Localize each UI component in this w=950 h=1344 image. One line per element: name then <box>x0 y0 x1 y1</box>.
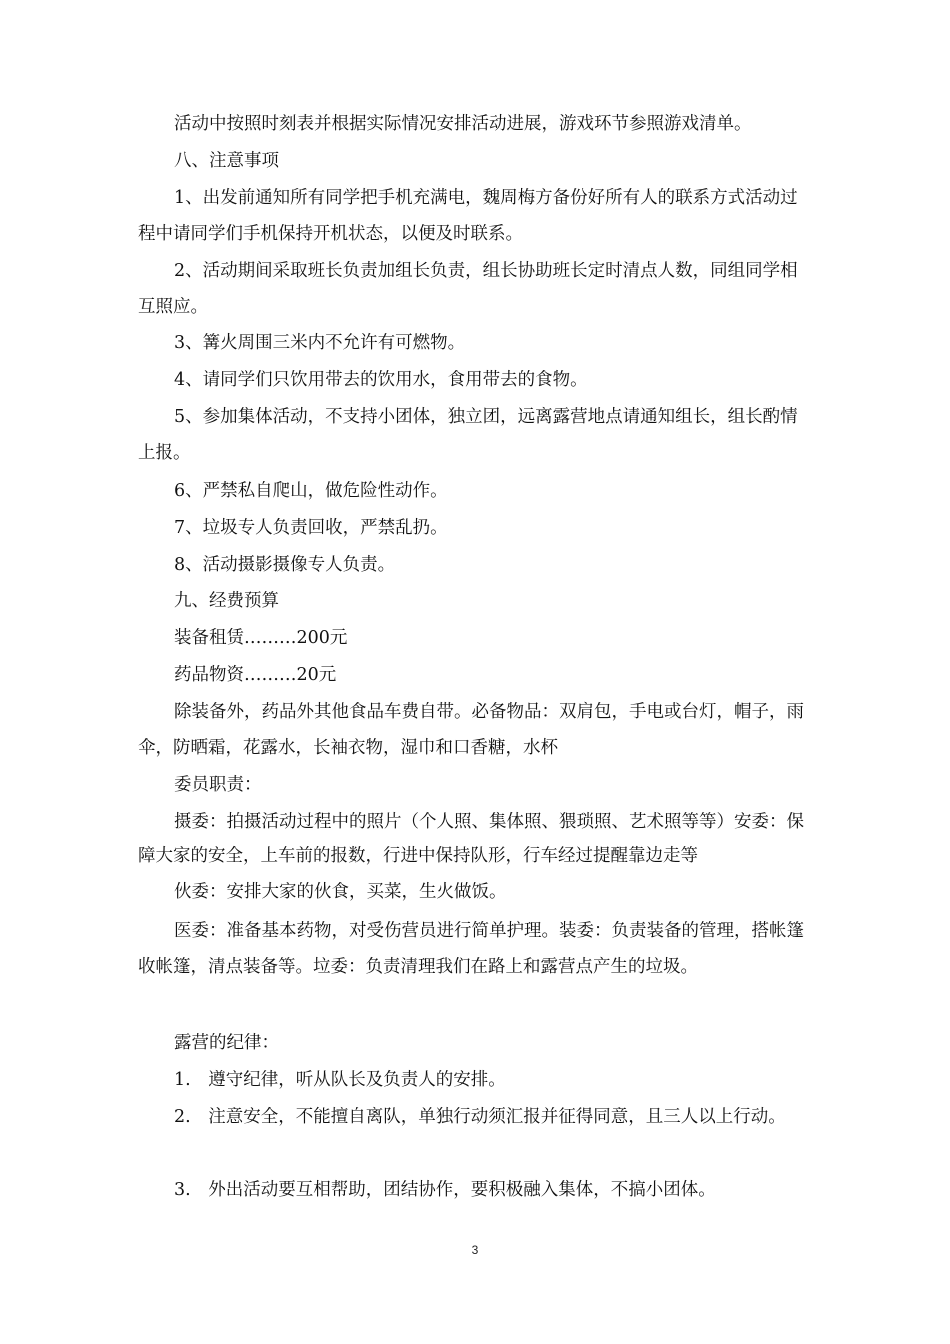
discipline-item-1: 1. 遵守纪律，听从队长及负责人的安排。 <box>174 1070 506 1090</box>
paragraph-note-2: 2、活动期间采取班长负责加组长负责，组长协助班长定时清点人数，同组同学相互照应。 <box>138 261 798 317</box>
heading-camp-discipline: 露营的纪律： <box>174 1033 279 1053</box>
discipline-item-3: 3. 外出活动要互相帮助，团结协作，要积极融入集体，不搞小团体。 <box>174 1180 716 1200</box>
paragraph-note-8: 8、活动摄影摄像专人负责。 <box>174 555 396 575</box>
heading-committee-duties: 委员职责： <box>174 775 262 795</box>
paragraph-note-1: 1、出发前通知所有同学把手机充满电，魏周梅方备份好所有人的联系方式活动过程中请同学们手机保持开机状态，以便及时联系。 <box>138 188 798 244</box>
budget-equipment-rental: 装备租赁………200元 <box>174 628 348 648</box>
paragraph-photo-safety-duties: 摄委：拍摄活动过程中的照片（个人照、集体照、猥琐照、艺术照等等）安委：保障大家的安全，上车前的报数，行进中保持队形，行车经过提醒靠边走等 <box>138 812 804 866</box>
paragraph-medical-equipment-trash-duties: 医委：准备基本药物，对受伤营员进行简单护理。装委：负责装备的管理，搭帐篷收帐篷，清点装备等。垃委：负责清理我们在路上和露营点产生的垃圾。 <box>138 921 804 977</box>
paragraph-required-items: 除装备外，药品外其他食品车费自带。必备物品：双肩包，手电或台灯，帽子，雨伞，防晒霜，花露水，长袖衣物，湿巾和口香糖，水杯 <box>138 702 804 758</box>
paragraph-food-duties: 伙委：安排大家的伙食，买菜，生火做饭。 <box>174 882 507 902</box>
heading-notes: 八、注意事项 <box>174 151 279 171</box>
paragraph-activity-schedule: 活动中按照时刻表并根据实际情况安排活动进展，游戏环节参照游戏清单。 <box>174 114 752 134</box>
paragraph-note-6: 6、严禁私自爬山，做危险性动作。 <box>174 481 448 501</box>
paragraph-note-3: 3、篝火周围三米内不允许有可燃物。 <box>174 333 466 353</box>
page-number: 3 <box>471 1243 479 1257</box>
paragraph-note-5: 5、参加集体活动，不支持小团体，独立团，远离露营地点请通知组长，组长酌情上报。 <box>138 407 798 463</box>
paragraph-note-4: 4、请同学们只饮用带去的饮用水，食用带去的食物。 <box>174 370 588 390</box>
paragraph-note-7: 7、垃圾专人负责回收，严禁乱扔。 <box>174 518 448 538</box>
discipline-item-2: 2. 注意安全，不能擅自离队，单独行动须汇报并征得同意，且三人以上行动。 <box>174 1107 786 1127</box>
heading-budget: 九、经费预算 <box>174 591 279 611</box>
budget-medical-supplies: 药品物资………20元 <box>174 665 337 685</box>
